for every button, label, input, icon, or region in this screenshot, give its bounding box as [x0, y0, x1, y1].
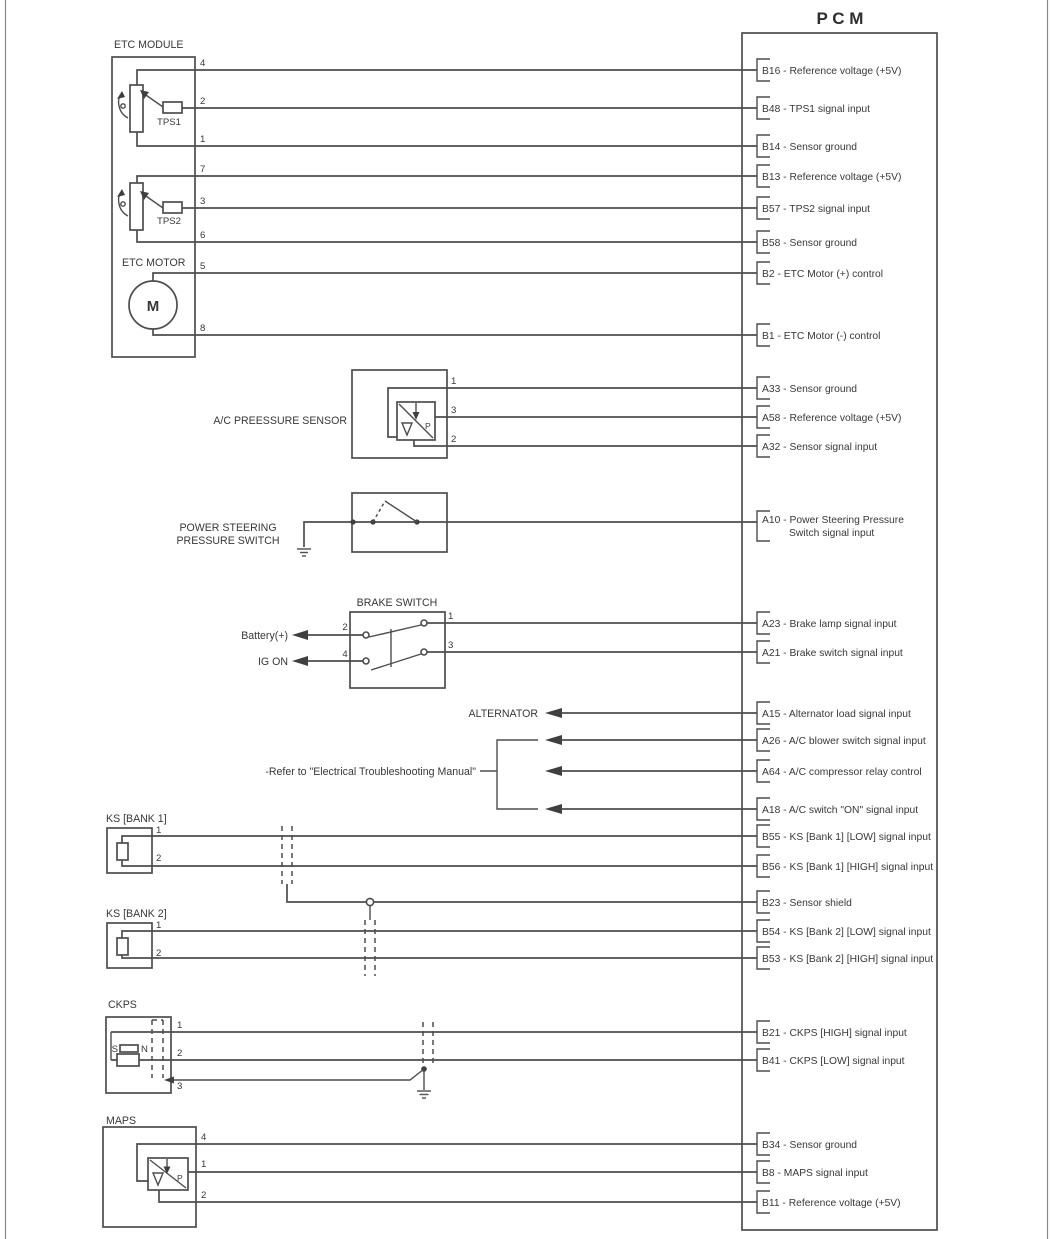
pin-label: B2 - ETC Motor (+) control — [762, 269, 884, 280]
etc-module-label: ETC MODULE — [114, 39, 184, 51]
ac-blower-arrow-icon — [545, 735, 562, 745]
sensor-shield-wire — [287, 884, 757, 920]
pressure-p-symbol: P — [425, 421, 431, 431]
ac-switch-arrow-icon — [545, 804, 562, 814]
etc-pin-5: 5 — [200, 261, 206, 272]
refer-note-group — [265, 735, 757, 814]
pcm-pin-b34 — [757, 1133, 857, 1155]
pcm-connector — [742, 9, 937, 1230]
pin-label: B56 - KS [Bank 1] [HIGH] signal input — [762, 862, 934, 873]
power-steering-pressure-switch — [176, 493, 757, 556]
pin-label: B53 - KS [Bank 2] [HIGH] signal input — [762, 954, 934, 965]
brake-pin-3: 3 — [448, 640, 454, 651]
wire-a32 — [414, 440, 757, 446]
ac-pin-3: 3 — [451, 405, 457, 416]
pin-label: B14 - Sensor ground — [762, 142, 858, 153]
ground-symbol — [297, 549, 311, 556]
pin-label: A21 - Brake switch signal input — [762, 648, 903, 659]
etc-motor-label: ETC MOTOR — [122, 257, 186, 269]
pressure-p-symbol: P — [177, 1173, 183, 1183]
brake-pin-2: 2 — [342, 622, 348, 633]
etc-pin-1: 1 — [200, 134, 206, 145]
pin-label: B41 - CKPS [LOW] signal input — [762, 1056, 905, 1067]
battery-label: Battery(+) — [241, 630, 288, 642]
pin-label: B48 - TPS1 signal input — [762, 104, 870, 115]
pcm-pin-a33 — [757, 377, 857, 399]
ks2-pin-2: 2 — [156, 948, 162, 959]
pin-label: B11 - Reference voltage (+5V) — [762, 1198, 901, 1209]
refer-note: -Refer to "Electrical Troubleshooting Manual" — [265, 766, 476, 778]
brake-pin-1: 1 — [448, 611, 454, 622]
pin-label: A10 - Power Steering Pressure — [762, 515, 904, 526]
wire-ckps-shield — [173, 1069, 424, 1080]
wire-a33 — [388, 388, 757, 437]
pcm-pin-a26 — [757, 729, 926, 751]
pcm-pin-b2 — [757, 262, 883, 284]
maps-pin-1: 1 — [201, 1159, 207, 1170]
pcm-pin-b56 — [757, 855, 933, 877]
alternator-label: ALTERNATOR — [468, 708, 538, 720]
maps-label: MAPS — [106, 1115, 137, 1127]
pin-label: B57 - TPS2 signal input — [762, 204, 870, 215]
pcm-pin-b54 — [757, 920, 931, 942]
ckps — [106, 999, 757, 1098]
pin-label: A26 - A/C blower switch signal input — [762, 736, 926, 747]
alternator — [469, 708, 757, 720]
ckps-pin-1: 1 — [177, 1020, 183, 1031]
etc-pin-4: 4 — [200, 58, 206, 69]
pressure-sensor-symbol — [148, 1158, 188, 1190]
maps — [103, 1115, 757, 1227]
wire-b14 — [137, 132, 757, 146]
wire-b54 — [122, 931, 757, 938]
ig-on-arrow-icon — [292, 656, 308, 666]
ac-compressor-arrow-icon — [545, 766, 562, 776]
pcm-pin-b57 — [757, 197, 870, 219]
ps-switch-label-1: POWER STEERING — [179, 522, 277, 534]
etc-pin-8: 8 — [200, 323, 206, 334]
wire-b2 — [153, 273, 757, 281]
ks-bank1-element — [117, 843, 128, 860]
ks2-pin-1: 1 — [156, 920, 162, 931]
ks1-pin-1: 1 — [156, 825, 162, 836]
pcm-pin-a21 — [757, 641, 903, 663]
pcm-pin-a58 — [757, 406, 901, 428]
battery-arrow-icon — [292, 630, 308, 640]
etc-motor-symbol — [122, 257, 186, 329]
refer-bracket — [497, 740, 538, 809]
etc-pin-7: 7 — [200, 164, 206, 175]
ac-pin-2: 2 — [451, 434, 457, 445]
pin-label: B1 - ETC Motor (-) control — [762, 331, 881, 342]
pcm-pin-b58 — [757, 231, 857, 253]
etc-module — [112, 39, 757, 357]
ac-sensor-box — [352, 370, 447, 458]
ac-sensor-label: A/C PREESSURE SENSOR — [213, 415, 347, 427]
ig-on-label: IG ON — [257, 656, 288, 668]
pcm-pin-a10 — [757, 511, 904, 541]
ckps-pickup-symbol — [111, 1032, 148, 1066]
pcm-pin-a32 — [757, 435, 877, 457]
pcm-pin-b55 — [757, 825, 931, 847]
pcm-pin-a64 — [757, 760, 922, 782]
pcm-title: P C M — [816, 9, 864, 28]
pin-label: A15 - Alternator load signal input — [762, 709, 911, 720]
tps2-symbol — [117, 183, 182, 230]
pin-label: B34 - Sensor ground — [762, 1140, 858, 1151]
tps1-label: TPS1 — [157, 117, 181, 128]
pin-label: B21 - CKPS [HIGH] signal input — [762, 1028, 907, 1039]
pin-label: A23 - Brake lamp signal input — [762, 619, 897, 630]
brake-switch-contacts — [363, 620, 427, 670]
tps2-label: TPS2 — [157, 216, 181, 227]
pin-label: A64 - A/C compressor relay control — [762, 767, 922, 778]
wire-b1 — [153, 329, 757, 335]
pin-label: B23 - Sensor shield — [762, 898, 852, 909]
pin-label: A58 - Reference voltage (+5V) — [762, 413, 902, 424]
pin-label: B54 - KS [Bank 2] [LOW] signal input — [762, 927, 931, 938]
pcm-pin-b14 — [757, 135, 857, 157]
ks-bank2-element — [117, 938, 128, 955]
ckps-south: S — [111, 1044, 118, 1055]
etc-pin-2: 2 — [200, 96, 206, 107]
shield-junction — [366, 898, 373, 905]
ckps-pin-3: 3 — [177, 1081, 183, 1092]
brake-switch — [241, 597, 757, 688]
ground-symbol — [417, 1091, 431, 1098]
ks-bank2-box — [107, 923, 152, 968]
pin-label-line2: Switch signal input — [789, 528, 875, 539]
ckps-label: CKPS — [108, 999, 137, 1011]
pcm-pin-a23 — [757, 612, 897, 634]
alternator-arrow-icon — [545, 708, 562, 718]
etc-pin-3: 3 — [200, 196, 206, 207]
pcm-pin-b23 — [757, 891, 852, 913]
wire-b34 — [137, 1144, 757, 1181]
pin-label: B58 - Sensor ground — [762, 238, 858, 249]
brake-pin-4: 4 — [342, 649, 348, 660]
ckps-shield-arrow-icon — [164, 1077, 174, 1084]
switch-contacts — [350, 501, 419, 525]
pcm-pin-b11 — [757, 1191, 901, 1213]
pin-label: B8 - MAPS signal input — [762, 1168, 868, 1179]
pcm-pin-b8 — [757, 1161, 868, 1183]
pcm-pin-b48 — [757, 97, 870, 119]
pressure-sensor-symbol — [397, 402, 435, 440]
ac-pin-1: 1 — [451, 376, 457, 387]
pcm-pin-b13 — [757, 165, 901, 187]
pcm-pin-b16 — [757, 59, 901, 81]
pin-label: B13 - Reference voltage (+5V) — [762, 172, 902, 183]
pcm-pin-a15 — [757, 702, 911, 724]
pin-label: A33 - Sensor ground — [762, 384, 858, 395]
etc-pin-6: 6 — [200, 230, 206, 241]
wire-b11 — [159, 1190, 757, 1202]
pcm-pin-b21 — [757, 1021, 907, 1043]
pcm-pin-b53 — [757, 947, 933, 969]
ks-bank1 — [106, 813, 757, 884]
pin-label: B55 - KS [Bank 1] [LOW] signal input — [762, 832, 931, 843]
maps-pin-2: 2 — [201, 1190, 207, 1201]
wire-b56 — [122, 860, 757, 866]
pin-label: A18 - A/C switch "ON" signal input — [762, 805, 919, 816]
maps-pin-4: 4 — [201, 1132, 207, 1143]
ks-bank2 — [106, 908, 757, 976]
pcm-pin-b1 — [757, 324, 880, 346]
wire-b23-left — [287, 884, 366, 902]
ks-bank2-label: KS [BANK 2] — [106, 908, 167, 920]
ks-bank1-label: KS [BANK 1] — [106, 813, 167, 825]
pcm-pin-b41 — [757, 1049, 905, 1071]
wire-b16 — [137, 70, 757, 85]
wire-b13 — [137, 176, 757, 183]
ckps-pin-2: 2 — [177, 1048, 183, 1059]
ps-switch-label-2: PRESSURE SWITCH — [176, 535, 280, 547]
wire-b53 — [122, 955, 757, 958]
wire-b55 — [122, 836, 757, 843]
brake-switch-label: BRAKE SWITCH — [356, 597, 438, 609]
ckps-north: N — [141, 1044, 148, 1055]
pin-label: A32 - Sensor signal input — [762, 442, 878, 453]
pin-label: B16 - Reference voltage (+5V) — [762, 66, 902, 77]
tps1-symbol — [117, 85, 182, 132]
motor-m-symbol: M — [146, 298, 160, 315]
pcm-pin-a18 — [757, 798, 918, 820]
wire-b58 — [137, 230, 757, 242]
ks1-pin-2: 2 — [156, 853, 162, 864]
wire-a10 — [304, 522, 757, 547]
ac-pressure-sensor — [213, 370, 757, 458]
